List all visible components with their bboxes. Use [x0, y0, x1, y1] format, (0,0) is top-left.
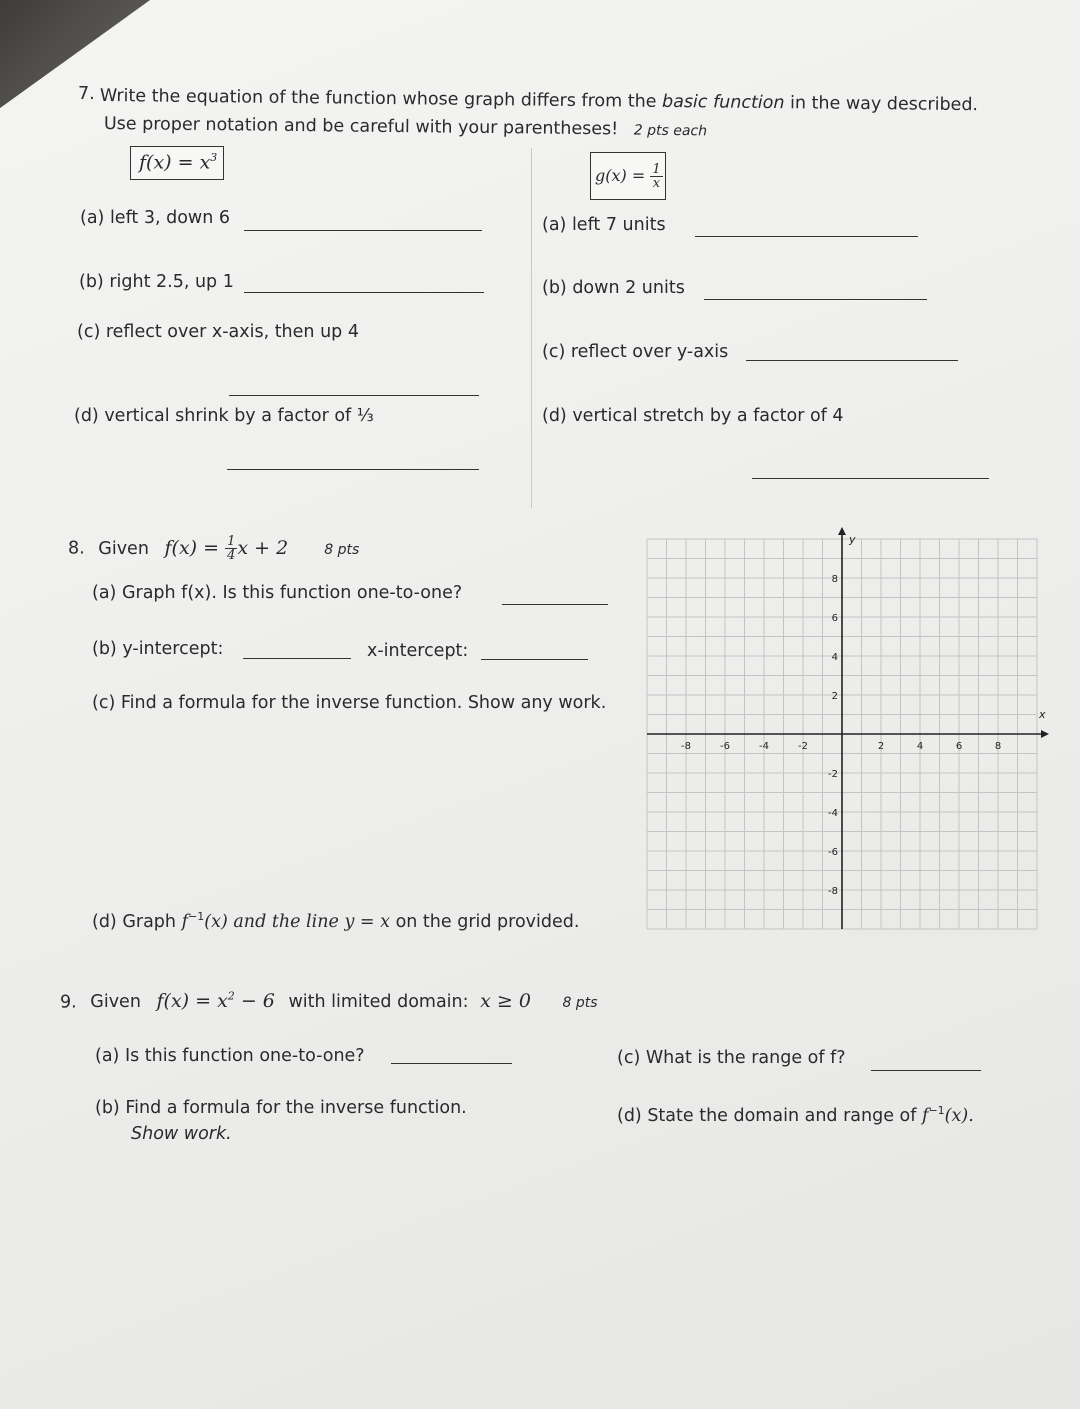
q7-left-b: (b) right 2.5, up 1 [79, 272, 234, 292]
q9-a-answer-line[interactable] [391, 1063, 512, 1064]
q8-part-c: (c) Find a formula for the inverse function. Show any work. [92, 693, 607, 713]
y-tick-label: 6 [831, 613, 838, 624]
q9-part-a: (a) Is this function one-to-one? [95, 1046, 365, 1066]
q9-domain: x ≥ 0 [480, 990, 531, 1013]
q7-left-a-answer-line[interactable] [244, 230, 482, 231]
q9-part-d: (d) State the domain and range of $f^{-1}(x)$. [617, 1104, 974, 1126]
y-tick-label: -8 [828, 886, 838, 897]
basic-function-f-box [130, 146, 224, 180]
q8-function: f(x) = $\frac{1}{4}$ x + 2 [164, 534, 289, 563]
x-tick-label: 8 [994, 741, 1002, 752]
q9-number: 9. [60, 992, 77, 1013]
q7-left-c: (c) reflect over x-axis, then up 4 [77, 322, 359, 342]
x-tick-label: -4 [759, 741, 769, 752]
q8-x-intercept-line[interactable] [481, 659, 588, 660]
x-tick-label: 4 [916, 741, 924, 752]
x-axis-label: x [1039, 708, 1046, 721]
q7-left-b-answer-line[interactable] [244, 292, 484, 293]
q7-right-c-answer-line[interactable] [746, 360, 958, 361]
q7-right-a: (a) left 7 units [542, 215, 666, 235]
x-tick-label: 6 [955, 741, 963, 752]
q9-part-b-line1: (b) Find a formula for the inverse function. [95, 1098, 467, 1118]
q7-points: 2 pts each [633, 122, 708, 140]
basic-function-f: $f(x) = x^3$ [139, 151, 218, 174]
q7-right-d-answer-line[interactable] [752, 478, 989, 479]
q9-heading: 9. Given $f(x) = x^2 - 6$ with limited domain: x ≥ 0 8 pts [60, 990, 598, 1013]
q7-right-c: (c) reflect over y-axis [542, 342, 729, 362]
y-tick-label: -4 [828, 808, 838, 819]
q8-heading: 8. Given f(x) = $\frac{1}{4}$ x + 2 8 pts [68, 534, 360, 563]
q7-instructions-line1: Write the equation of the function whose graph differs from the basic function in the way described. [99, 86, 979, 116]
basic-function-g: g(x) = $\frac{1}{x}$ [595, 162, 661, 191]
q9-part-c: (c) What is the range of f? [617, 1048, 846, 1068]
y-axis-label: y [849, 533, 856, 546]
q9-part-b-line2: Show work. [131, 1124, 232, 1144]
x-tick-label: -6 [720, 741, 730, 752]
column-divider [531, 148, 532, 508]
x-tick-label: 2 [877, 741, 885, 752]
coordinate-grid[interactable] [640, 533, 1046, 930]
y-tick-label: -2 [828, 769, 838, 780]
q8-part-b-y: (b) y-intercept: [92, 639, 224, 659]
basic-function-g-box [590, 152, 666, 200]
q9-function: $f(x) = x^2 - 6$ [156, 990, 275, 1013]
q7-left-c-answer-line[interactable] [229, 395, 479, 396]
y-tick-label: 2 [831, 691, 838, 702]
y-tick-label: 4 [831, 652, 838, 663]
y-tick-label: 8 [831, 574, 838, 585]
q8-part-b-x: x-intercept: [367, 641, 469, 661]
q8-y-intercept-line[interactable] [243, 658, 351, 659]
q8-part-a: (a) Graph f(x). Is this function one-to-one? [92, 583, 463, 603]
q8-points: 8 pts [324, 541, 360, 558]
q7-left-d: (d) vertical shrink by a factor of ⅓ [74, 406, 374, 426]
x-tick-label: -8 [681, 741, 691, 752]
q7-right-a-answer-line[interactable] [695, 236, 918, 237]
q7-left-a: (a) left 3, down 6 [80, 208, 231, 228]
q9-c-answer-line[interactable] [871, 1070, 981, 1071]
q9-points: 8 pts [562, 995, 598, 1012]
q8-number: 8. [68, 538, 85, 559]
x-tick-label: -2 [798, 741, 808, 752]
q7-right-d: (d) vertical stretch by a factor of 4 [542, 406, 844, 426]
q7-instructions-line2: Use proper notation and be careful with your parentheses! 2 pts each [103, 114, 708, 140]
q8-part-d: (d) Graph $f^{-1}(x)$ and the line y = x on the grid provided. [92, 910, 580, 932]
q7-number: 7. [78, 84, 95, 104]
q7-left-d-answer-line[interactable] [227, 469, 479, 470]
q7-right-b: (b) down 2 units [542, 278, 685, 298]
q8-a-answer-line[interactable] [502, 604, 608, 605]
q7-right-b-answer-line[interactable] [704, 299, 927, 300]
y-tick-label: -6 [828, 847, 838, 858]
